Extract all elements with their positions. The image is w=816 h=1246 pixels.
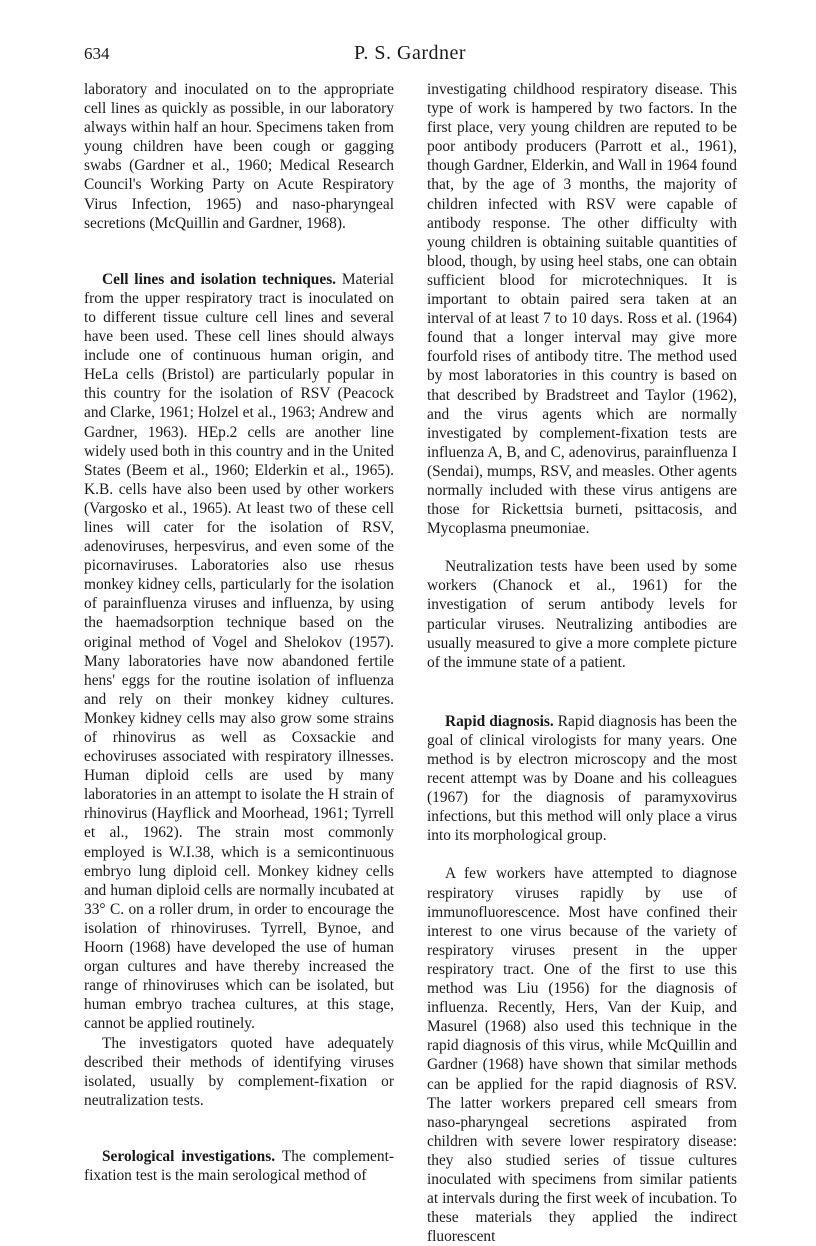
paragraph-right-3: Rapid diagnosis has been the goal of clinical virologists for many years. One method is by electron microscopy and the most recent attempt was by Doane and his colleagues (1967) for the diagnosis of paramyxovirus infections, but this method will only place a virus into its morphological group. (427, 712, 738, 845)
paragraph-left-2: Material from the upper respiratory tract is inoculated on to different tissue culture cell lines and several have been used. These cell lines should always include one of continuous human origin, and HeLa cells (Bristol) are particularly popular in this country for the isolation of RSV (Peacock and Clarke, 1961; Holzel et al., 1963; Andrew and Gardner, 1963). HEp.2 cells are another line widely used both in this country and in the United States (Beem et al., 1960; Elderkin et al., 1965). K.B. cells have also been used by other workers (Vargosko et al., 1965). At least two of these cell lines will cater for the isolation of RSV, adenoviruses, herpesvirus, and even some of the picornaviruses. Laboratories also use rhesus monkey kidney cells, particularly for the isolation of parainfluenza viruses and influenza, by using the haemadsorption technique based on the original method of Vogel and Shelokov (1957). Many laboratories have now abandoned fertile hens' eggs for the routine isolation of influenza and rely on their monkey kidney cultures. Monkey kidney cells may also grow some strains of rhinovirus as well as Coxsackie and echoviruses associated with respiratory illnesses. Human diploid cells are used by many laboratories in an attempt to isolate the H strain of rhinovirus (Hayflick and Moorhead, 1961; Tyrrell et al., 1962). The strain most commonly employed is W.I.38, which is a semicontinuous embryo lung diploid cell. Monkey kidney cells and human diploid cells are normally incubated at 33° C. on a roller drum, in order to encourage the isolation of rhinoviruses. Tyrrell, Bynoe, and Hoorn (1968) have developed the use of human organ cultures and have thereby increased the range of rhinoviruses which can be isolated, but human embryo trachea cultures, at this stage, cannot be applied routinely. (84, 270, 394, 1033)
right-column (427, 80, 737, 1246)
paragraph-left-4: The complement-fixation test is the main serological method of (84, 1147, 394, 1184)
paragraph-right-1: investigating childhood respiratory disease. This type of work is hampered by two factors. In the first place, very young children are reputed to be poor antibody producers (Parrott et al., 1961), though Gardner, Elderkin, and Wall in 1964 found that, by the age of 3 months, the majority of children infected with RSV were capable of antibody response. The other difficulty with young children is obtaining suitable quantities of blood, though, by using heel stabs, one can obtain sufficient blood for microtechniques. It is important to obtain paired sera taken at an interval of at least 7 to 10 days. Ross et al. (1964) found that a longer interval may give more fourfold rises of antibody titre. The method used by most laboratories in this country is based on that described by Bradstreet and Taylor (1962), and the virus agents which are normally investigated by complement-fixation tests are influenza A, B, and C, adenovirus, parainfluenza I (Sendai), mumps, RSV, and measles. Other agents normally included with these virus antigens are those for Rickettsia burneti, psittacosis, and Mycoplasma pneumoniae. (427, 81, 737, 538)
left-column (84, 80, 394, 1185)
page-header (84, 44, 736, 78)
paragraph-right-4: A few workers have attempted to diagnose respiratory viruses rapidly by use of immunofluorescence. Most have confined their interest to one virus because of the variety of respiratory viruses present in the upper respiratory tract. One of the first to use this method was Liu (1956) for the diagnosis of influenza. Recently, Hers, Van der Kuip, and Masurel (1968) also used this technique in the rapid diagnosis of this virus, while McQuillin and Gardner (1968) have shown that similar methods can be applied for the rapid diagnosis of RSV. The latter workers prepared cell smears from naso-pharyngeal secretions aspirated from children with severe lower respiratory disease: they also studied series of tissue cultures inoculated with specimens from similar patients at intervals during the first week of incubation. To these materials they applied the indirect fluorescent (427, 865, 737, 1246)
section-heading-serological: Serological investigations. (102, 1147, 276, 1165)
paragraph-right-2: Neutralization tests have been used by some workers (Chanock et al., 1961) for the investigation of serum antibody levels for particular viruses. Neutralizing antibodies are usually measured to give a more complete picture of the immune state of a patient. (427, 558, 737, 671)
section-heading-cell-lines: Cell lines and isolation techniques. (102, 270, 337, 288)
paragraph-cell-lines (84, 270, 394, 1034)
paragraph-left-3: The investigators quoted have adequately described their methods of identifying viruses isolated, usually by complement-fixation or neutralization tests. (84, 1034, 394, 1109)
running-head: P. S. Gardner (353, 42, 467, 64)
paragraph-rapid (427, 712, 737, 846)
paragraph-left-1: laboratory and inoculated on to the appropriate cell lines as quickly as possible, in our laboratory always within half an hour. Specimens taken from young children have been cough or gagging swabs (Gardner et al., 1960; Medical Research Council's Working Party on Acute Respiratory Virus Infection, 1965) and naso-pharyngeal secretions (McQuillin and Gardner, 1968). (84, 81, 394, 232)
section-heading-rapid: Rapid diagnosis. (445, 712, 554, 730)
paragraph-serological (84, 1147, 394, 1185)
page-number: 634 (84, 44, 110, 63)
